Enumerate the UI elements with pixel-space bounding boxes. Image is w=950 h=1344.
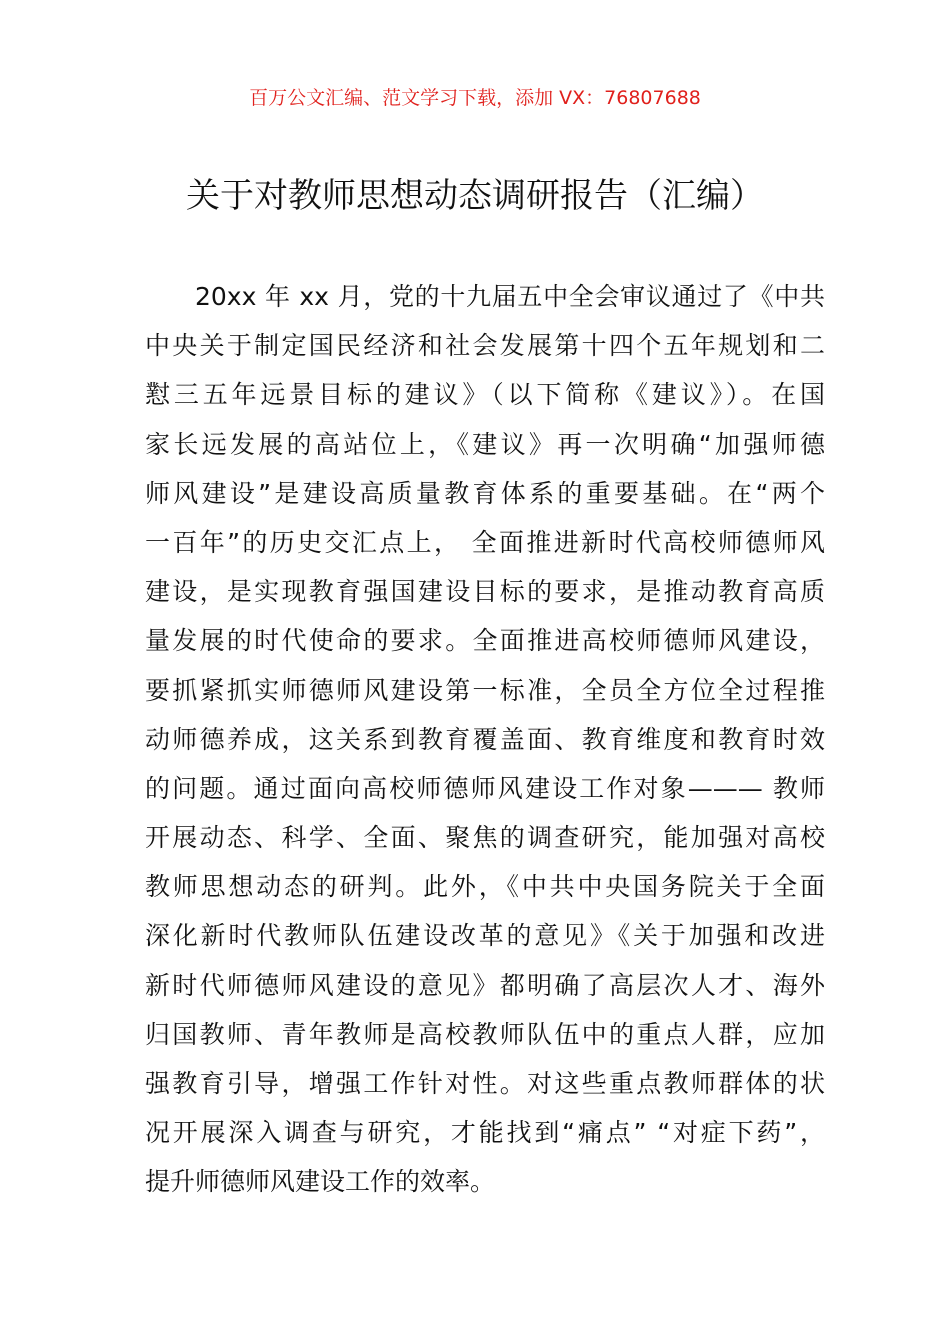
paragraph-line: 中央关于制定国民经济和社会发展第十四个五年规划和二 <box>145 331 825 361</box>
paragraph-line: 动师德养成，这关系到教育覆盖面、教育维度和教育时效 <box>145 724 825 754</box>
paragraph-line: 量发展的时代使命的要求。全面推进高校师德师风建设， <box>145 626 825 656</box>
paragraph-line: 师风建设”是建设高质量教育体系的重要基础。在“两个 <box>145 478 825 508</box>
paragraph-line: 教师思想动态的研判。此外，《中共中央国务院关于全面 <box>145 872 825 902</box>
paragraph-line: 要抓紧抓实师德师风建设第一标准，全员全方位全过程推 <box>145 675 825 705</box>
paragraph-line: 提升师德师风建设工作的效率。 <box>145 1167 496 1197</box>
paragraph-line: 懟三五年远景目标的建议》（以下简称《建议》）。在国 <box>145 380 825 410</box>
paragraph-line: 新时代师德师风建设的意见》都明确了高层次人才、海外 <box>145 970 825 1000</box>
paragraph-line: 家长远发展的高站位上，《建议》再一次明确“加强师德 <box>145 429 825 459</box>
paragraph-line: 建设，是实现教育强国建设目标的要求，是推动教育高质 <box>145 577 825 607</box>
paragraph-line: 况开展深入调查与研究，才能找到“痛点” “对症下药”， <box>145 1118 825 1148</box>
paragraph-line: 强教育引导，增强工作针对性。对这些重点教师群体的状 <box>145 1069 825 1098</box>
header-note: 百万公文汇编、范文学习下载，添加 VX：76807688 <box>249 87 701 109</box>
paragraph-line: 深化新时代教师队伍建设改革的意见》《关于加强和改进 <box>145 921 825 951</box>
paragraph-line: 一百年”的历史交汇点上， 全面推进新时代高校师德师风 <box>145 527 825 557</box>
paragraph-line: 20xx 年 xx 月，党的十九届五中全会审议通过了《中共 <box>195 282 825 311</box>
paragraph-line: 归国教师、青年教师是高校教师队伍中的重点人群，应加 <box>145 1019 825 1049</box>
document-title: 关于对教师思想动态调研报告（汇编） <box>186 176 764 216</box>
paragraph-line: 的问题。通过面向高校师德师风建设工作对象——— 教师 <box>145 773 825 803</box>
paragraph-line: 开展动态、科学、全面、聚焦的调查研究，能加强对高校 <box>145 823 825 853</box>
body-paragraph <box>145 272 825 1207</box>
